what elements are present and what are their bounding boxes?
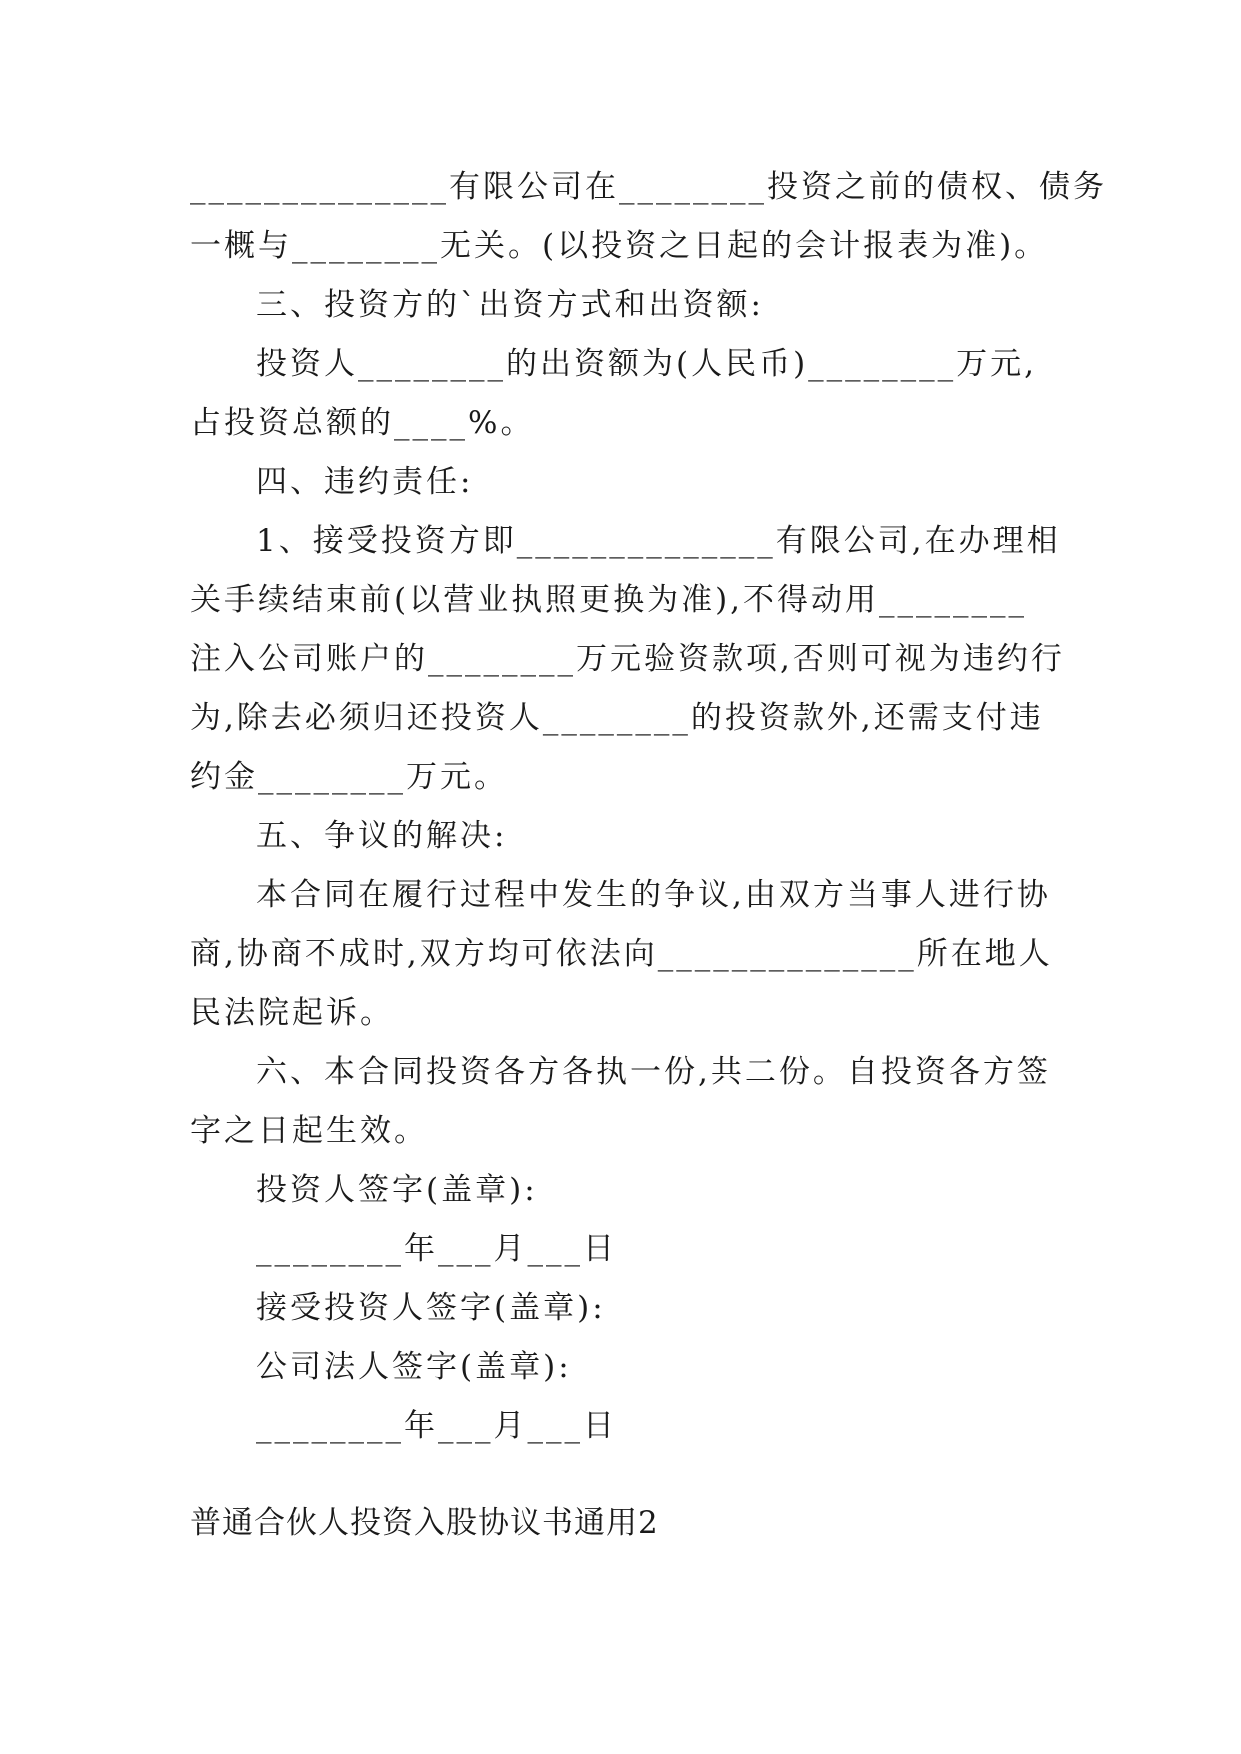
section-heading: 三、投资方的`出资方式和出资额: bbox=[256, 287, 764, 323]
signature-line: 投资人签字(盖章): bbox=[256, 1172, 538, 1208]
date-line: ________年___月___日 bbox=[256, 1408, 617, 1444]
paragraph-line: 一概与________无关。(以投资之日起的会计报表为准)。 bbox=[190, 228, 1049, 264]
paragraph-line: 为,除去必须归还投资人________的投资款外,还需支付违 bbox=[190, 700, 1044, 736]
signature-line: 接受投资人签字(盖章): bbox=[256, 1290, 606, 1326]
paragraph-line: 注入公司账户的________万元验资款项,否则可视为违约行 bbox=[190, 641, 1065, 677]
signature-line: 公司法人签字(盖章): bbox=[256, 1349, 572, 1385]
next-section-title: 普通合伙人投资入股协议书通用2 bbox=[190, 1505, 659, 1541]
date-line: ________年___月___日 bbox=[256, 1231, 617, 1267]
paragraph-line: 占投资总额的____%。 bbox=[190, 405, 535, 441]
paragraph-line: 字之日起生效。 bbox=[190, 1113, 428, 1149]
section-heading: 五、争议的解决: bbox=[256, 818, 508, 854]
paragraph-line: 关手续结束前(以营业执照更换为准),不得动用________ bbox=[190, 582, 1028, 618]
paragraph-line: 本合同在履行过程中发生的争议,由双方当事人进行协 bbox=[256, 877, 1051, 913]
paragraph-line: 六、本合同投资各方各执一份,共二份。自投资各方签 bbox=[256, 1054, 1051, 1090]
paragraph-line: 约金________万元。 bbox=[190, 759, 508, 795]
paragraph-line: 商,协商不成时,双方均可依法向______________所在地人 bbox=[190, 936, 1053, 972]
paragraph-line: 民法院起诉。 bbox=[190, 995, 394, 1031]
paragraph-line: 投资人________的出资额为(人民币)________万元, bbox=[256, 346, 1038, 382]
section-heading: 四、违约责任: bbox=[256, 464, 474, 500]
paragraph-line: ______________有限公司在________投资之前的债权、债务 bbox=[190, 169, 1107, 205]
paragraph-line: 1、接受投资方即______________有限公司,在办理相 bbox=[256, 523, 1061, 559]
